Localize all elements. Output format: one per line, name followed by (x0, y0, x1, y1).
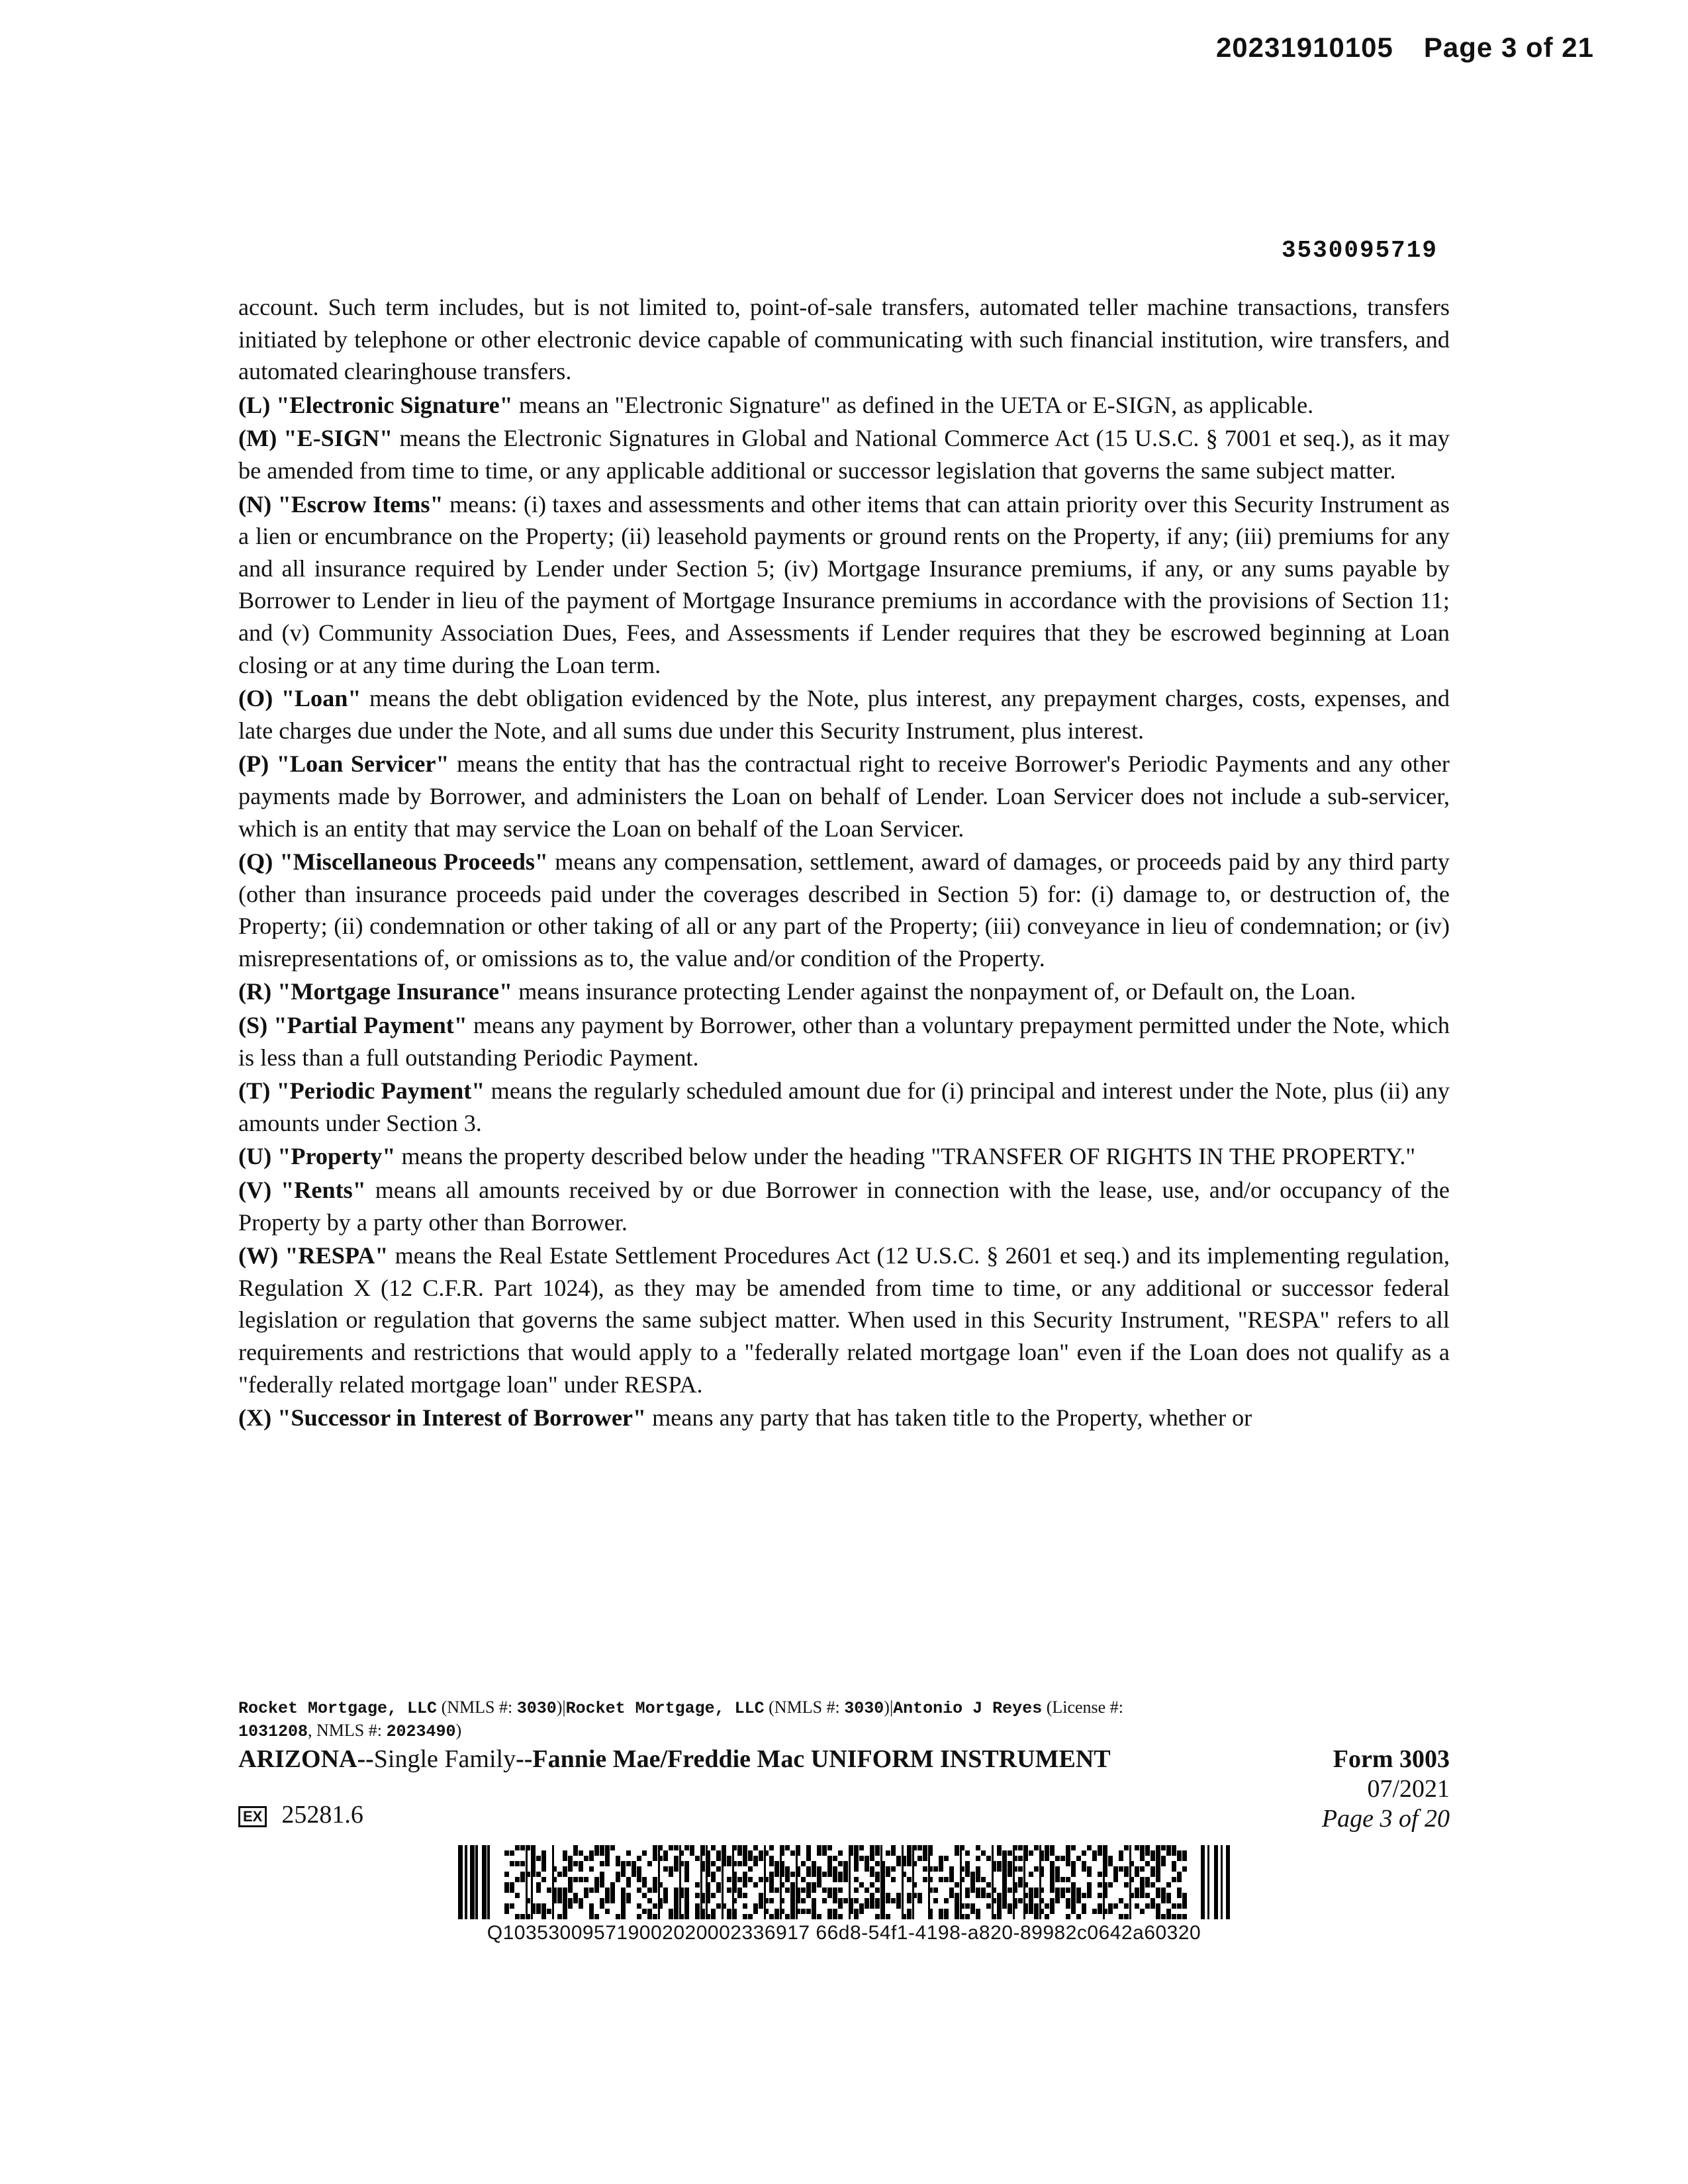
definition-text: means all amounts received by or due Borrower in connection with the lease, use, and/or occupancy of the Property by a party other than Borrower. (238, 1177, 1450, 1236)
definition-text: means an "Electronic Signature" as defined in the UETA or E-SIGN, as applicable. (512, 391, 1314, 418)
recording-page-label: Page 3 of 21 (1423, 32, 1594, 63)
definition-text: means any compensation, settlement, award of damages, or proceeds paid by any third party (other than insurance proceeds paid under the coverages described in Section 5) for: (i) damage to, or destruction of, the Property; (ii) condemnation or other taking of all or any part of the Property; (iii) conveyance in lieu of condemnation; or (iv) misrepresentations of, or omissions as to, the value and/or condition of the Property. (238, 848, 1450, 972)
definition-letter: (L) (238, 391, 277, 418)
close-paren: ) (455, 1721, 462, 1740)
definition-paragraph (238, 1009, 1450, 1073)
lender-name-2: Rocket Mortgage, LLC (565, 1699, 765, 1718)
definition-paragraph (238, 682, 1450, 747)
definition-term: "Loan" (281, 685, 361, 712)
definition-text: means any party that has taken title to the Property, whether or (646, 1404, 1252, 1432)
definition-paragraph (238, 1402, 1450, 1434)
originator-nmls-label: , NMLS #: (308, 1721, 387, 1740)
definition-term: "RESPA" (285, 1242, 389, 1269)
definition-letter: (T) (238, 1077, 277, 1105)
definition-letter: (Q) (238, 848, 280, 876)
license-label: (License #: (1042, 1698, 1123, 1717)
definition-term: "E-SIGN" (283, 425, 393, 452)
definition-letter: (X) (238, 1404, 278, 1432)
form-state: ARIZONA (238, 1745, 357, 1773)
definition-paragraph (238, 748, 1450, 844)
definition-paragraph (238, 1174, 1450, 1238)
definition-term: "Miscellaneous Proceeds" (279, 848, 548, 876)
barcode-icon (458, 1845, 1230, 1919)
definition-term: "Periodic Payment" (276, 1077, 485, 1105)
loan-number: 3530095719 (1281, 237, 1438, 264)
definition-text: means the regularly scheduled amount due for (i) principal and interest under the Note, plus (ii) any amounts under Section 3. (238, 1077, 1450, 1136)
definition-text: means: (i) taxes and assessments and other items that can attain priority over this Security Instrument as a lien or encumbrance on the Property; (ii) leasehold payments or ground rents on the Property, if any; (iii) premiums for any and all insurance required by Lender under Section 5; (iv) Mortgage Insurance premiums, if any, or any sums payable by Borrower to Lender in lieu of the payment of Mortgage Insurance premiums in accordance with the provisions of Section 11; and (v) Community Association Dues, Fees, and Assessments if Lender requires that they be escrowed beginning at Loan closing or at any time during the Loan term. (238, 490, 1450, 678)
definition-text: means any payment by Borrower, other than a voluntary prepayment permitted under the Note, which is less than a full outstanding Periodic Payment. (238, 1012, 1450, 1071)
definition-text: means insurance protecting Lender against the nonpayment of, or Default on, the Loan. (512, 978, 1356, 1005)
definition-paragraph (238, 291, 1450, 388)
definition-text: means the debt obligation evidenced by the Note, plus interest, any prepayment charges, costs, expenses, and late charges due under the Note, and all sums due under this Security Instrument, plus interest. (238, 685, 1450, 744)
definition-term: "Successor in Interest of Borrower" (277, 1404, 647, 1432)
definition-text: means the Electronic Signatures in Global and National Commerce Act (15 U.S.C. § 7001 et seq.), as it may be amended from time to time, or any applicable additional or successor legislation that governs the same subject matter. (238, 425, 1450, 484)
definition-term: "Loan Servicer" (276, 751, 449, 778)
definition-letter: (R) (238, 978, 278, 1005)
lender-nmls-label-2: (NMLS #: (764, 1698, 845, 1717)
definition-term: "Partial Payment" (273, 1012, 467, 1039)
form-title (238, 1745, 1111, 1774)
barcode-text: Q103530095719002020002336917 66d8-54f1-4198-a820-89982c0642a60320 (487, 1922, 1201, 1944)
definition-paragraph (238, 422, 1450, 486)
form-date: 07/2021 (1367, 1775, 1450, 1803)
form-family: Single Family (373, 1745, 516, 1773)
definition-text: means the property described below under the heading "TRANSFER OF RIGHTS IN THE PROPERTY." (395, 1143, 1416, 1170)
definition-letter: (W) (238, 1242, 285, 1269)
definition-term: "Rents" (281, 1177, 366, 1204)
definition-paragraph (238, 488, 1450, 682)
definition-text: means the entity that has the contractual right to receive Borrower's Periodic Payments and any other payments made by Borrower, and administers the Loan on behalf of Lender. Loan Servicer does not include a sub-servicer, which is an entity that may service the Loan on behalf of the Loan Servicer. (238, 751, 1450, 842)
definition-term: "Electronic Signature" (276, 391, 513, 418)
form-instrument: Fannie Mae/Freddie Mac UNIFORM INSTRUMENT (532, 1745, 1111, 1773)
form-dash-1: -- (357, 1745, 374, 1773)
definition-letter: (M) (238, 425, 284, 452)
definition-paragraph (238, 976, 1450, 1008)
originator-nmls-number: 2023490 (386, 1722, 456, 1741)
form-page: Page 3 of 20 (1321, 1805, 1450, 1833)
recording-doc-id: 20231910105 (1215, 32, 1393, 63)
definition-term: "Property" (277, 1143, 396, 1170)
form-meta (1322, 1745, 1450, 1834)
definition-paragraph (238, 1140, 1450, 1173)
definition-paragraph (238, 389, 1450, 422)
definition-letter: (U) (238, 1143, 278, 1170)
separator-1: )| (556, 1698, 566, 1717)
definition-text: account. Such term includes, but is not limited to, point-of-sale transfers, automated teller machine transactions, transfers initiated by telephone or other electronic device capable of communicating with such financial institution, wire transfers, and automated clearinghouse transfers. (238, 294, 1450, 385)
recording-header (1216, 32, 1594, 64)
footer-code (238, 1800, 363, 1829)
lender-nmls-number-1: 3030 (516, 1699, 557, 1718)
barcode-block (458, 1845, 1230, 1944)
definition-letter: (N) (238, 490, 278, 518)
definitions-body (238, 291, 1450, 1435)
lender-name-1: Rocket Mortgage, LLC (238, 1699, 438, 1718)
definition-paragraph (238, 846, 1450, 974)
separator-2: )| (884, 1698, 894, 1717)
definition-text: means the Real Estate Settlement Procedures Act (12 U.S.C. § 2601 et seq.) and its implementing regulation, Regulation X (12 C.F.R. Part 1024), as they may be amended from time to time, or any additional or successor federal legislation or regulation that governs the same subject matter. When used in this Security Instrument, "RESPA" refers to all requirements and restrictions that would apply to a "federally related mortgage loan" even if the Loan does not qualify as a "federally related mortgage loan" under RESPA. (238, 1242, 1450, 1398)
form-number: Form 3003 (1333, 1745, 1450, 1773)
definition-term: "Mortgage Insurance" (277, 978, 513, 1005)
lender-nmls-label-1: (NMLS #: (437, 1698, 517, 1717)
lender-nmls-number-2: 3030 (844, 1699, 884, 1718)
definition-term: "Escrow Items" (277, 490, 444, 518)
ex-logo-icon: EX (238, 1806, 267, 1827)
footer-lender-line (238, 1696, 1450, 1743)
definition-letter: (V) (238, 1177, 281, 1204)
form-code: 25281.6 (281, 1801, 363, 1829)
definition-letter: (S) (238, 1012, 274, 1039)
form-dash-2: -- (516, 1745, 533, 1773)
definition-paragraph (238, 1075, 1450, 1139)
definition-paragraph (238, 1240, 1450, 1400)
license-number: 1031208 (238, 1722, 308, 1741)
definition-letter: (O) (238, 685, 281, 712)
definition-letter: (P) (238, 751, 277, 778)
originator-name: Antonio J Reyes (893, 1699, 1043, 1718)
